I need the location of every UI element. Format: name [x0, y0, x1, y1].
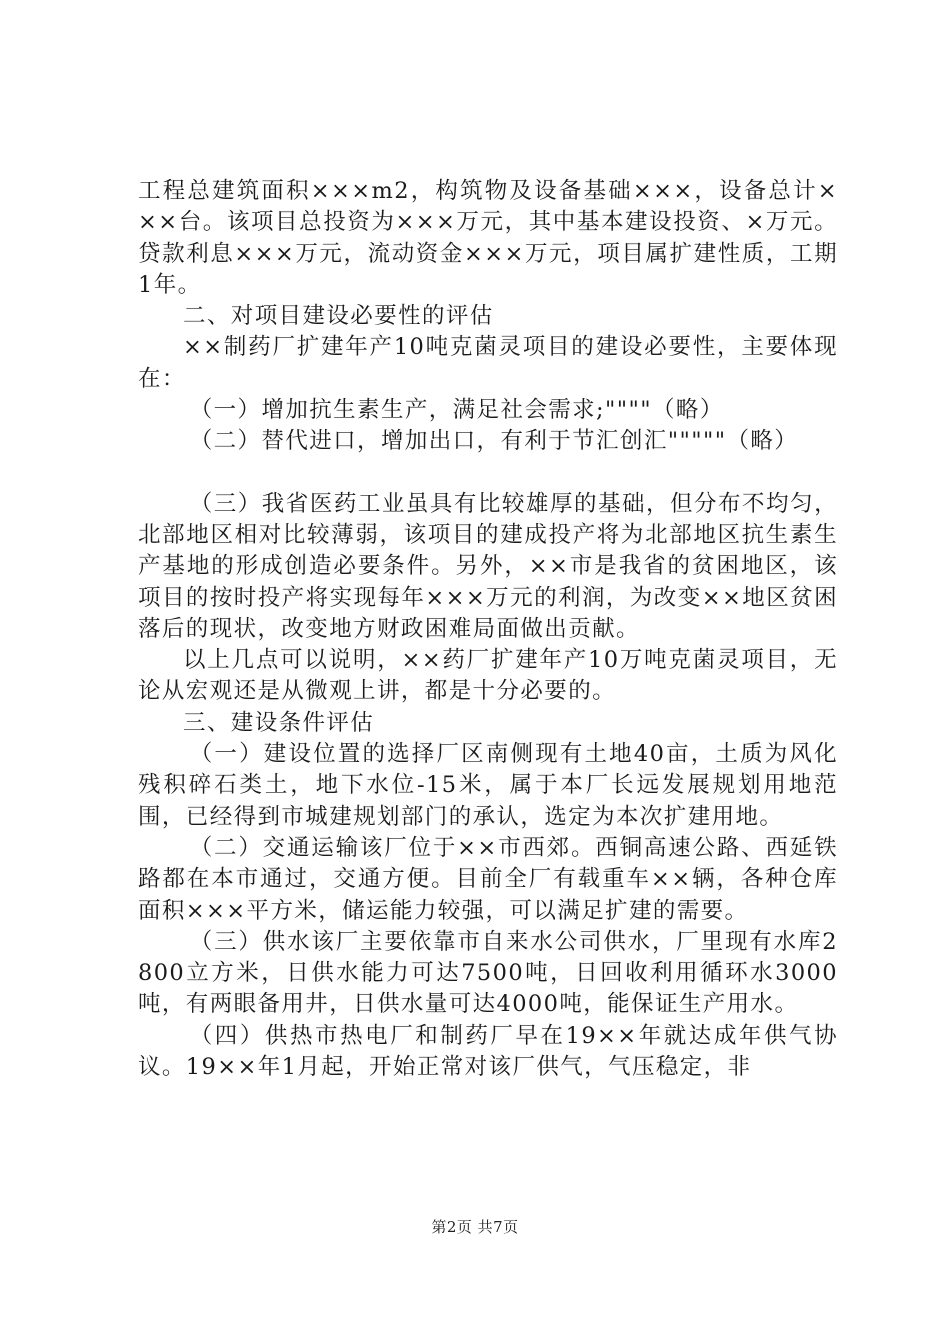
section-heading-necessity: 二、对项目建设必要性的评估	[183, 303, 494, 330]
paragraph-necessity-conclusion: 以上几点可以说明，××药厂扩建年产10万吨克菌灵项目，无论从宏观还是从微观上讲，都是十分必要的。	[138, 647, 838, 705]
list-item-condition-transport: （二）交通运输该厂位于××市西郊。西铜高速公路、西延铁路都在本市通过，交通方便。目前全厂有载重车××辆，各种仓库面积×××平方米，储运能力较强，可以满足扩建的需要。	[138, 834, 838, 924]
list-item-condition-heating: （四）供热市热电厂和制药厂早在19××年就达成年供气协议。19××年1月起，开始正常对该厂供气，气压稳定，非	[138, 1022, 838, 1081]
page-number-footer: 第2页 共7页	[431, 1218, 519, 1236]
paragraph-necessity-intro: ××制药厂扩建年产10吨克菌灵项目的建设必要性，主要体现在：	[138, 334, 838, 392]
list-item-condition-location: （一）建设位置的选择厂区南侧现有土地40亩，土质为风化残积碎石类土，地下水位-15米，属于本厂长远发展规划用地范围，已经得到市城建规划部门的承认，选定为本次扩建用地。	[138, 741, 838, 830]
list-item-necessity-3: （三）我省医药工业虽具有比较雄厚的基础，但分布不均匀，北部地区相对比较薄弱，该项目的建成投产将为北部地区抗生素生产基地的形成创造必要条件。另外，××市是我省的贫困地区，该项目的按时投产将实现每年×××万元的利润，为改变××地区贫困落后的现状，改变地方财政困难局面做出贡献。	[138, 490, 838, 642]
paragraph-project-overview: 工程总建筑面积×××m2，构筑物及设备基础×××，设备总计×××台。该项目总投资为×××万元，其中基本建设投资、×万元。贷款利息×××万元，流动资金×××万元，项目属扩建性质，工期1年。	[138, 178, 838, 298]
list-item-condition-water: （三）供水该厂主要依靠市自来水公司供水，厂里现有水库2800立方米，日供水能力可达7500吨，日回收利用循环水3000吨，有两眼备用井，日供水量可达4000吨，能保证生产用水。	[138, 928, 838, 1018]
list-item-necessity-1: （一）增加抗生素生产，满足社会需求;""""（略）	[189, 397, 724, 424]
list-item-necessity-2: （二）替代进口，增加出口，有利于节汇创汇"""""（略）	[189, 428, 799, 455]
document-body	[138, 176, 838, 1083]
blank-line	[138, 458, 838, 489]
section-heading-conditions: 三、建设条件评估	[183, 709, 375, 736]
